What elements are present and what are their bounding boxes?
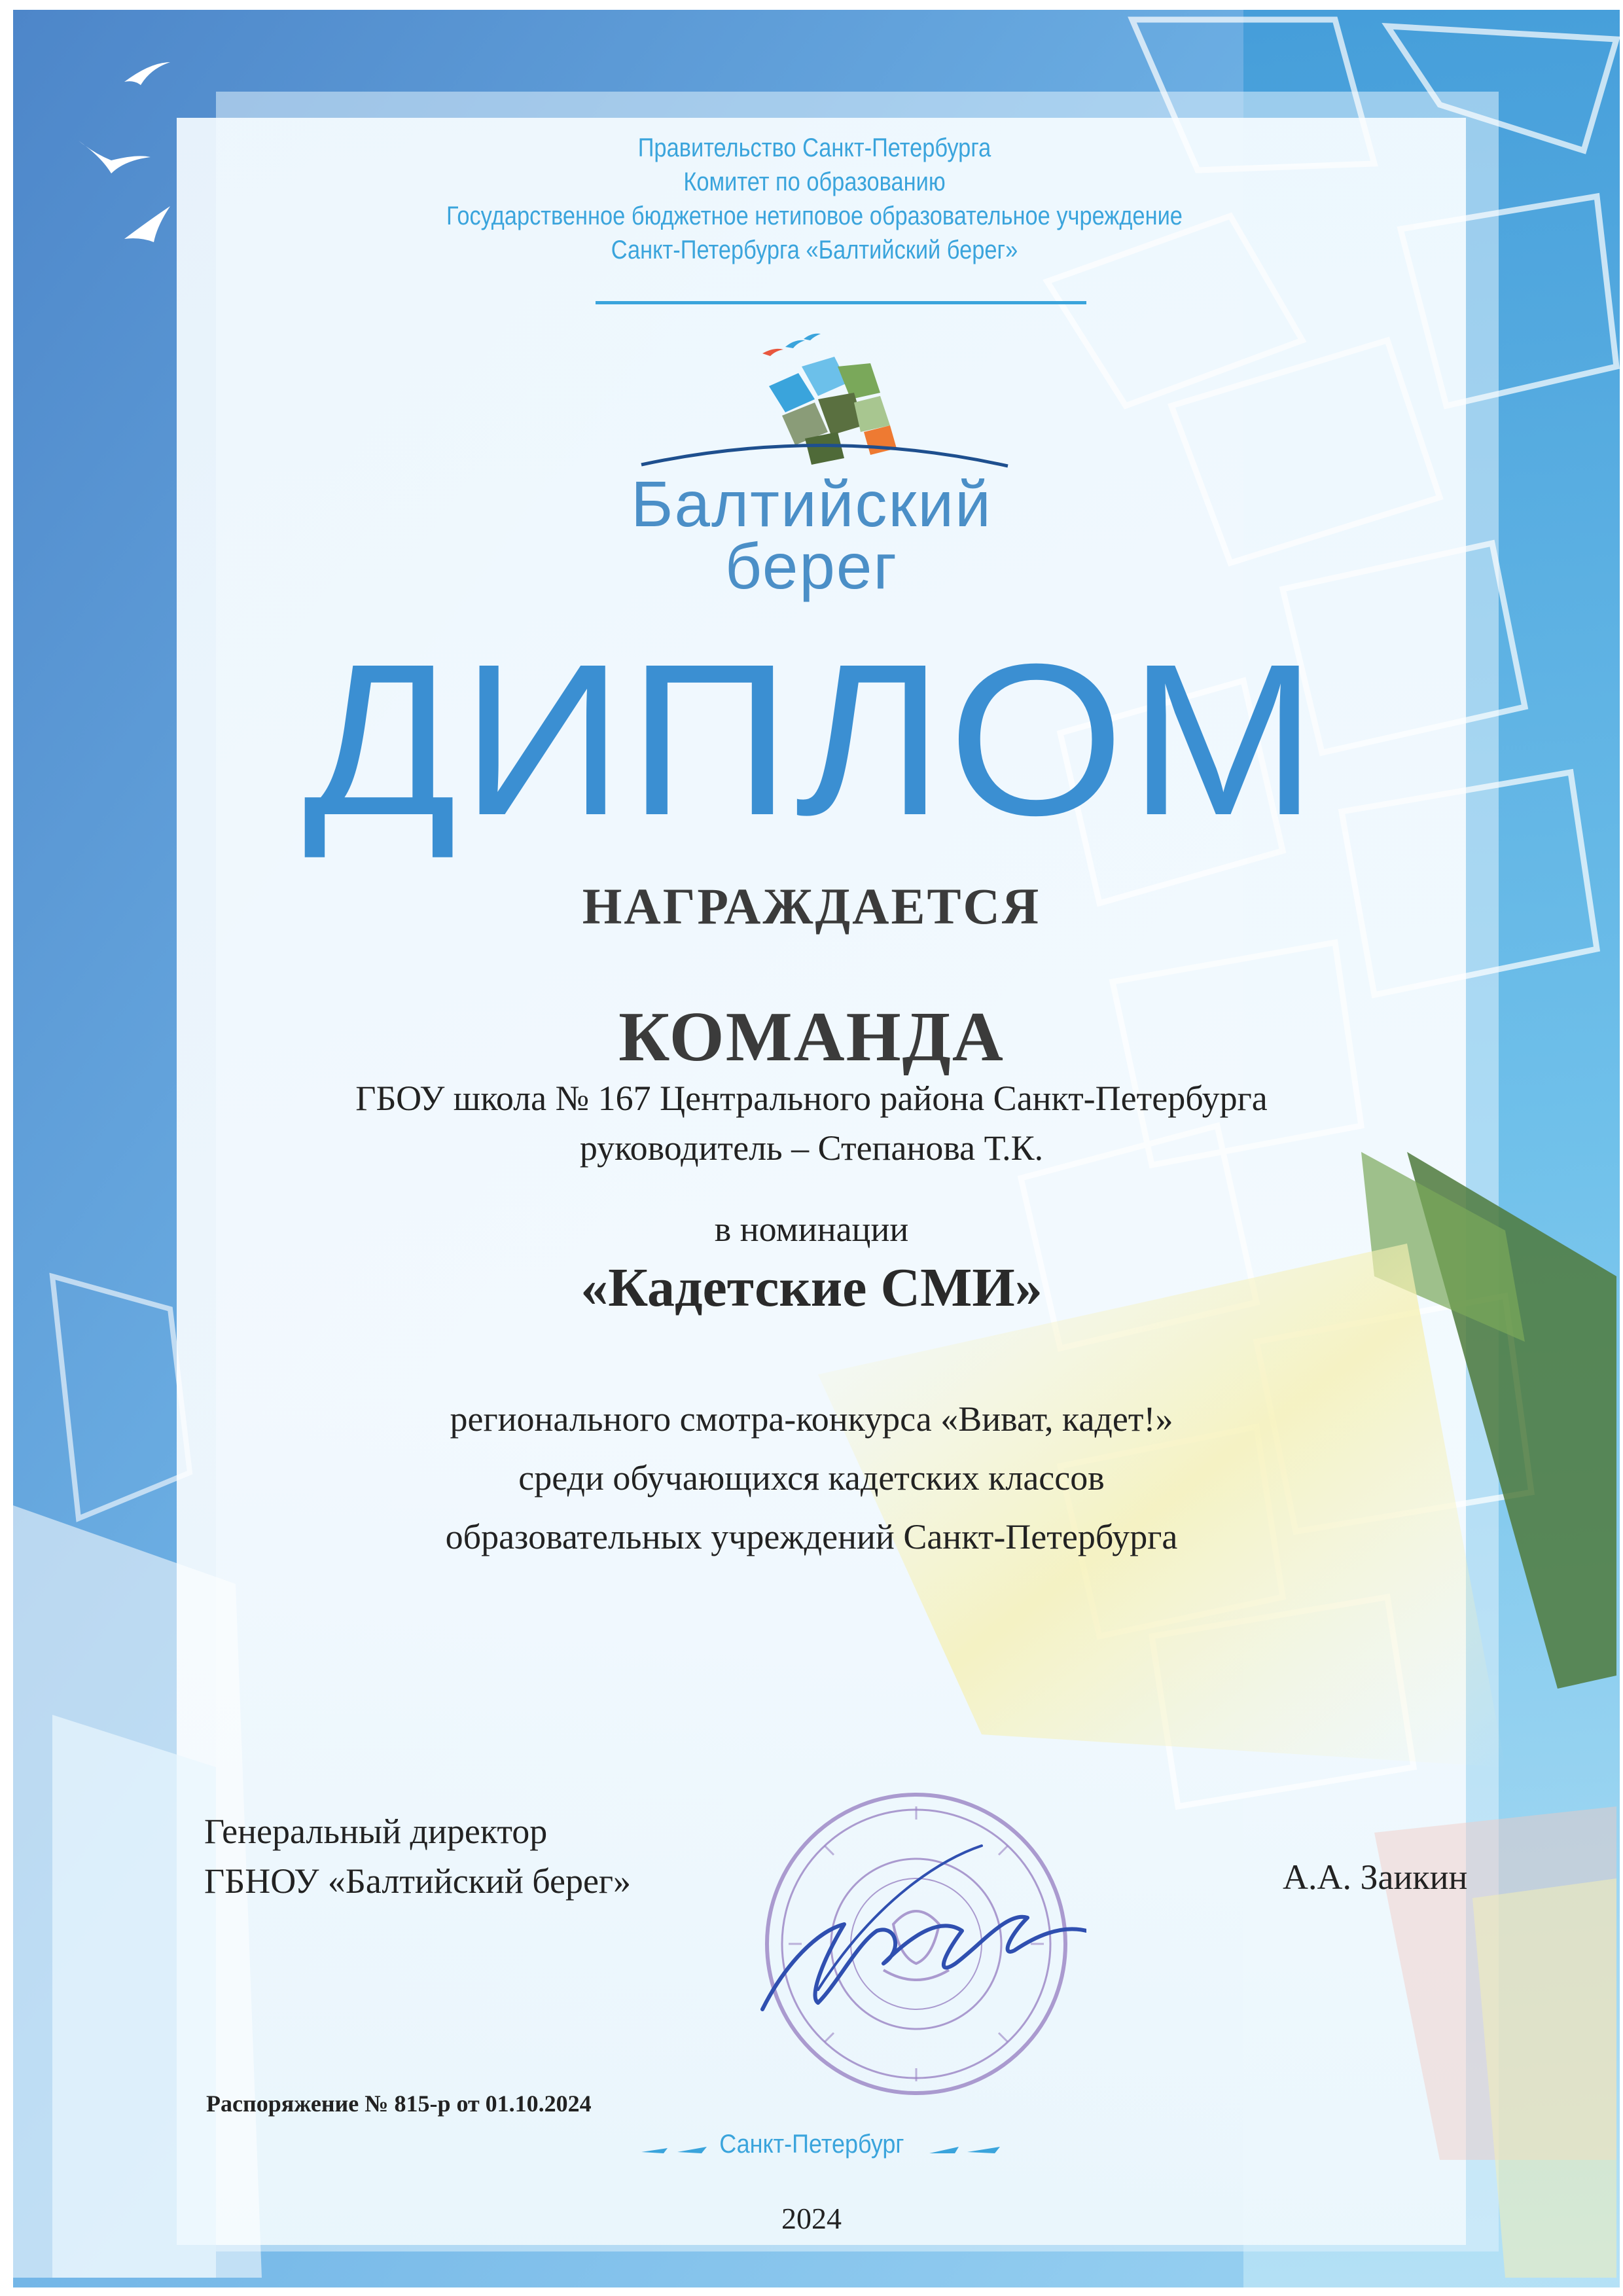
signatory-name: А.А. Заикин [1283,1857,1468,1897]
header-line-institution: Государственное бюджетное нетиповое образовательное учреждение [446,202,1183,230]
recipient-heading: КОМАНДА [618,998,1005,1076]
header-line-city: Санкт-Петербурга «Балтийский берег» [611,236,1018,264]
contest-line1: регионального смотра-конкурса «Виват, кадет!» [450,1399,1173,1439]
order-reference: Распоряжение № 815-р от 01.10.2024 [206,2090,592,2117]
header-divider [596,301,1086,304]
signatory-position-line1: Генеральный директор [204,1812,548,1851]
nomination-intro: в номинации [714,1210,909,1249]
awarded-heading: НАГРАЖДАЕТСЯ [582,878,1041,935]
recipient-school: ГБОУ школа № 167 Центрального района Санкт-Петербурга [355,1079,1268,1118]
baltic-coast-logo-icon [628,327,1021,478]
diploma-title: ДИПЛОМ [303,619,1322,860]
city-decoration-right-icon [929,2140,1001,2160]
signatory-position-line2: ГБНОУ «Балтийский берег» [204,1861,632,1901]
nomination-name: «Кадетские СМИ» [580,1257,1043,1318]
header-line-government: Правительство Санкт-Петербурга [637,134,991,162]
contest-line2: среди обучающихся кадетских классов [518,1458,1105,1498]
recipient-leader: руководитель – Степанова Т.К. [579,1128,1044,1168]
document-year: 2024 [781,2202,842,2235]
official-stamp-icon [746,1767,1086,2108]
contest-line3: образовательных учреждений Санкт-Петербурга [445,1517,1178,1556]
logo-text-line2: берег [724,530,899,602]
logo-text-line1: Балтийский [631,468,992,540]
header-line-committee: Комитет по образованию [683,168,946,196]
handwritten-signature [762,1917,1086,2009]
city-name: Санкт-Петербург [719,2130,904,2159]
header-institution [0,131,1623,267]
